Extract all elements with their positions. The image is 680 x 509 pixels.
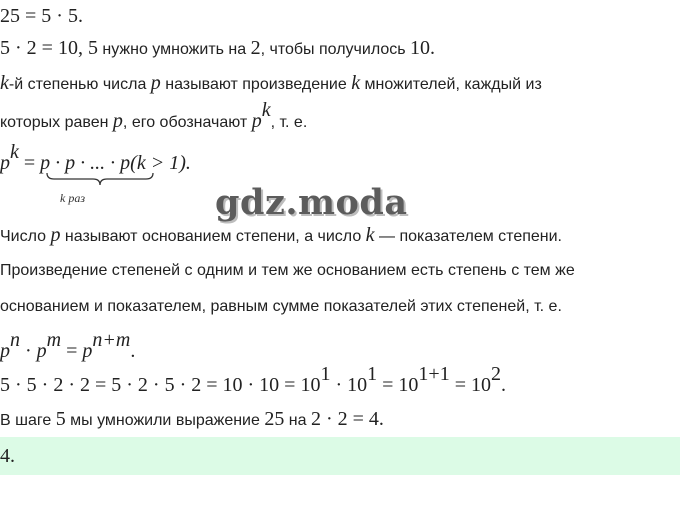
sentence-multiply: 5 · 2 = 10, 5 нужно умножить на 2, чтобы получилось 10. [0,37,436,59]
definition-line-1: k-й степенью числа p называют произведение k множителей, каждый из [0,72,542,94]
base-exponent-sentence: Число p называют основанием степени, а число k — показателем степени. [0,224,562,246]
equation-25: 25 = 5 · 5. [0,5,83,27]
product-rule-formula: $p^n \cdot p^m = p^{n+m}$. [0,329,136,362]
rule-line-1: Произведение степеней с одним и тем же основанием есть степень с тем же [0,262,575,279]
rule-line-2: основанием и показателем, равным сумме показателей этих степеней, т. е. [0,298,562,315]
brace-label: k раз [60,191,86,205]
definition-line-2: которых равен p, его обозначают $p^k$, т. е. [0,99,308,132]
underbrace-icon [46,172,154,186]
calculation-line: $5 \cdot 5 \cdot 2 \cdot 2 = 5 \cdot 2 \cdot 5 \cdot 2 = 10 \cdot 10 = 10^1 \cdot 10^1 = 10^{1+1} = 10^2$. [0,363,506,396]
watermark-logo: gdz.moda [215,182,408,223]
product-factors: p · p · ... · p [40,152,131,174]
answer-box [0,437,680,475]
step-sentence: В шаге 5 мы умножили выражение 25 на 2 · 2 = 4. [0,408,384,430]
power-definition-formula: $p^k = p \cdot p$ · ... · p(k > 1). [0,141,191,174]
answer-value: 4. [0,445,15,467]
